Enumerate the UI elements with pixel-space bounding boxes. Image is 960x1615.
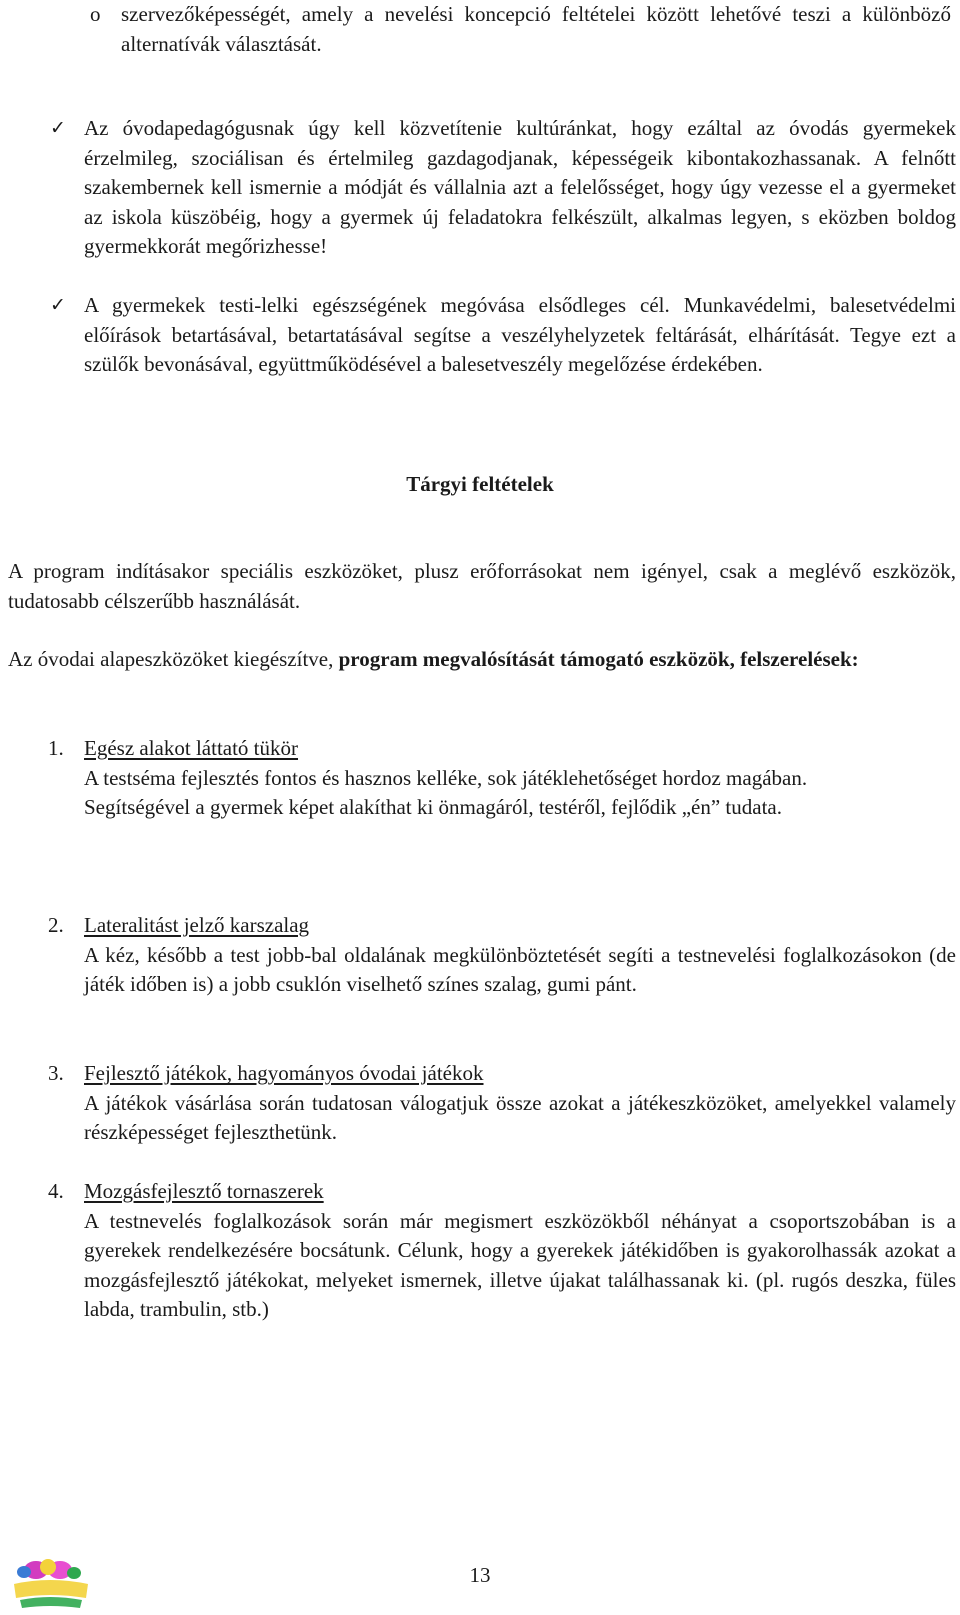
lead-paragraph-bold: program megvalósítását támogató eszközök, felszerelések:: [338, 647, 859, 671]
list-item-number: 2.: [48, 913, 64, 937]
list-item-title: Mozgásfejlesztő tornaszerek: [84, 1179, 324, 1203]
check-bullet-2: [50, 291, 956, 380]
list-item-number: 4.: [48, 1179, 64, 1203]
list-item-text: Segítségével a gyermek képet alakíthat ki önmagáról, testéről, fejlődik „én” tudata.: [84, 795, 782, 819]
lead-paragraph: [8, 645, 956, 675]
list-item-4: [48, 1177, 956, 1325]
list-item-1: [48, 734, 956, 823]
list-item-text: A kéz, később a test jobb-bal oldalának megkülönböztetését segíti a testnevelési foglalkozásokon (de játék időben is) a jobb csuklón viselhető színes szalag, gumi pánt.: [84, 942, 956, 996]
list-item-title: Lateralitást jelző karszalag: [84, 913, 310, 937]
lead-paragraph-normal: Az óvodai alapeszközöket kiegészítve,: [8, 647, 339, 671]
sub-bullet-text: szervezőképességét, amely a nevelési koncepció feltételei között lehetővé teszi a különböző alternatívák választását.: [121, 2, 951, 56]
list-item-text: A játékok vásárlása során tudatosan válogatjuk össze azokat a játékeszközöket, amelyekkel valamely részképességet fejleszthetünk.: [84, 1090, 956, 1144]
check-bullet-text: A gyermekek testi-lelki egészségének megóvása elsődleges cél. Munkavédelmi, balesetvédelmi előírások betartásával, betartatásával segítse a veszélyhelyzetek feltárását, elhárítását. Tegye ezt a szülők bevonásával, együttműködésével a balesetveszély megelőzése érdekében.: [84, 293, 956, 376]
list-item-number: 3.: [48, 1061, 64, 1085]
list-item-number: 1.: [48, 736, 64, 760]
page-number: 13: [469, 1563, 491, 1587]
list-item-text: A testséma fejlesztés fontos és hasznos kelléke, sok játéklehetőséget hordoz magában.: [84, 765, 808, 790]
list-item-title: Fejlesztő játékok, hagyományos óvodai játékok: [84, 1061, 484, 1085]
sub-bullet: [90, 0, 951, 59]
check-bullet-text: Az óvodapedagógusnak úgy kell közvetítenie kultúránkat, hogy ezáltal az óvodás gyermekek érzelmileg, szociálisan és értelmileg gazdagodjanak, képességeik kibontakozhassanak. A felnőtt szakembernek kell ismernie a módját és vállalnia azt a felelősséget, hogy úgy vezesse el a gyermeket az iskola küszöbéig, hogy a gyermek új feladatokra felkészült, alkalmas legyen, s eközben boldog gyermekkorát megőrizhesse!: [84, 116, 956, 258]
list-item-2: [48, 911, 956, 1000]
section-heading: Tárgyi feltételek: [406, 472, 554, 496]
check-bullet-1: [50, 114, 956, 262]
intro-paragraph: A program indításakor speciális eszközöket, plusz erőforrásokat nem igényel, csak a meglévő eszközök, tudatosabb célszerűbb használását.: [8, 559, 956, 613]
list-item-3: [48, 1059, 956, 1148]
bullet-marker: o: [90, 2, 101, 26]
checkmark-icon: ✓: [50, 294, 66, 316]
list-item-text: A testnevelés foglalkozások során már megismert eszközökből néhányat a csoportszobában is a gyerekek rendelkezésére bocsátunk. Célunk, hogy a gyerekek játékidőben is gyakorolhassák azokat a mozgásfejlesztő játékokat, melyeket ismernek, illetve újakat találhassanak ki. (pl. rugós deszka, füles labda, trambulin, stb.): [84, 1208, 956, 1321]
checkmark-icon: ✓: [50, 117, 66, 139]
list-item-title: Egész alakot láttató tükör: [84, 736, 299, 760]
